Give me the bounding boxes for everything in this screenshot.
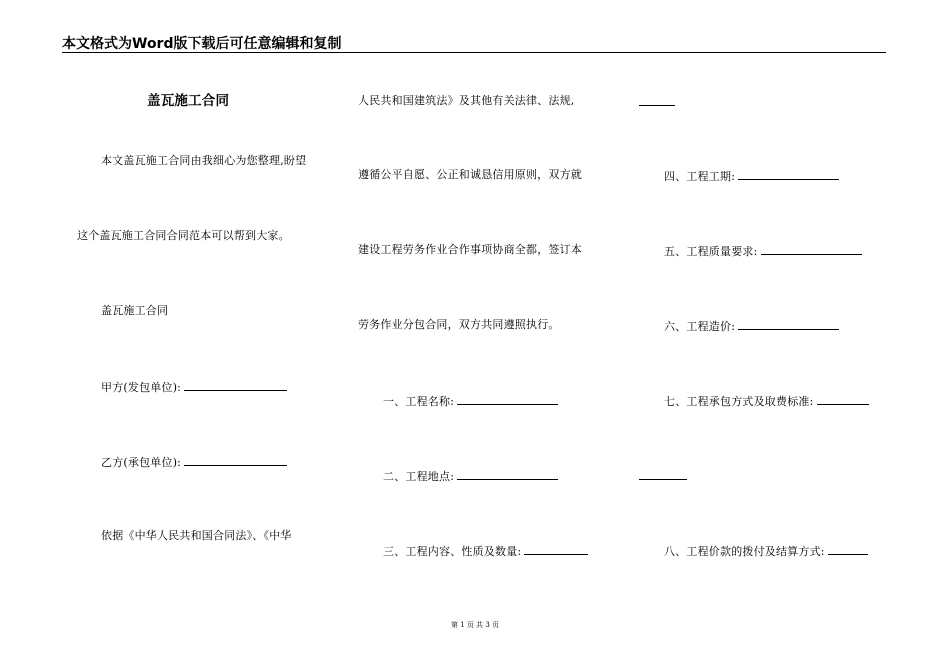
item-cost-label: 六、工程造价: (664, 320, 736, 333)
col2-line-1: 人民共和国建筑法》及其他有关法律、法规, (358, 94, 575, 107)
item-duration (664, 168, 839, 184)
item-payment-label: 八、工程价款的拨付及结算方式: (664, 545, 825, 558)
legal-basis-line: 依据《中华人民共和国合同法》、《中华 (101, 529, 292, 542)
item-contract-method (664, 393, 869, 409)
header-rule (62, 52, 886, 53)
contract-subtitle: 盖瓦施工合同 (101, 304, 169, 317)
payment-blank (828, 543, 868, 555)
blank-line-mid-right (639, 479, 687, 480)
blank-line-top-right (639, 105, 675, 106)
project-location-blank (457, 468, 558, 480)
project-content-blank (524, 543, 588, 555)
item-cost (664, 318, 839, 334)
party-a-label: 甲方(发包单位): (101, 381, 182, 394)
page-number: 第 1 页 共 3 页 (450, 621, 500, 629)
item-duration-label: 四、工程工期: (664, 170, 736, 183)
item-quality-label: 五、工程质量要求: (664, 245, 758, 258)
cost-blank (738, 318, 839, 330)
party-b-blank (184, 454, 287, 466)
party-a-field (101, 379, 287, 395)
item-contract-method-label: 七、工程承包方式及取费标准: (664, 395, 814, 408)
col2-line-3: 建设工程劳务作业合作事项协商全都，签订本 (358, 243, 582, 256)
quality-blank (761, 243, 862, 255)
document-title: 盖瓦施工合同 (147, 93, 230, 109)
intro-line-2: 这个盖瓦施工合同合同范本可以帮到大家。 (77, 229, 290, 242)
col2-line-4: 劳务作业分包合同，双方共同遵照执行。 (358, 318, 560, 331)
item-project-location (383, 468, 558, 484)
document-header: 本文格式为Word版下载后可任意编辑和复制 (62, 36, 342, 52)
item-project-name-label: 一、工程名称: (383, 395, 455, 408)
item-project-content-label: 三、工程内容、性质及数量: (383, 545, 522, 558)
contract-method-blank (817, 393, 869, 405)
party-b-label: 乙方(承包单位): (101, 456, 182, 469)
duration-blank (738, 168, 839, 180)
item-payment (664, 543, 868, 559)
item-quality (664, 243, 862, 259)
col2-line-2: 遵循公平自愿、公正和诚恳信用原则，双方就 (358, 168, 582, 181)
party-b-field (101, 454, 287, 470)
intro-line-1: 本文盖瓦施工合同由我细心为您整理,盼望 (101, 154, 307, 167)
party-a-blank (184, 379, 287, 391)
project-name-blank (457, 393, 558, 405)
item-project-content (383, 543, 588, 559)
item-project-location-label: 二、工程地点: (383, 470, 455, 483)
item-project-name (383, 393, 558, 409)
